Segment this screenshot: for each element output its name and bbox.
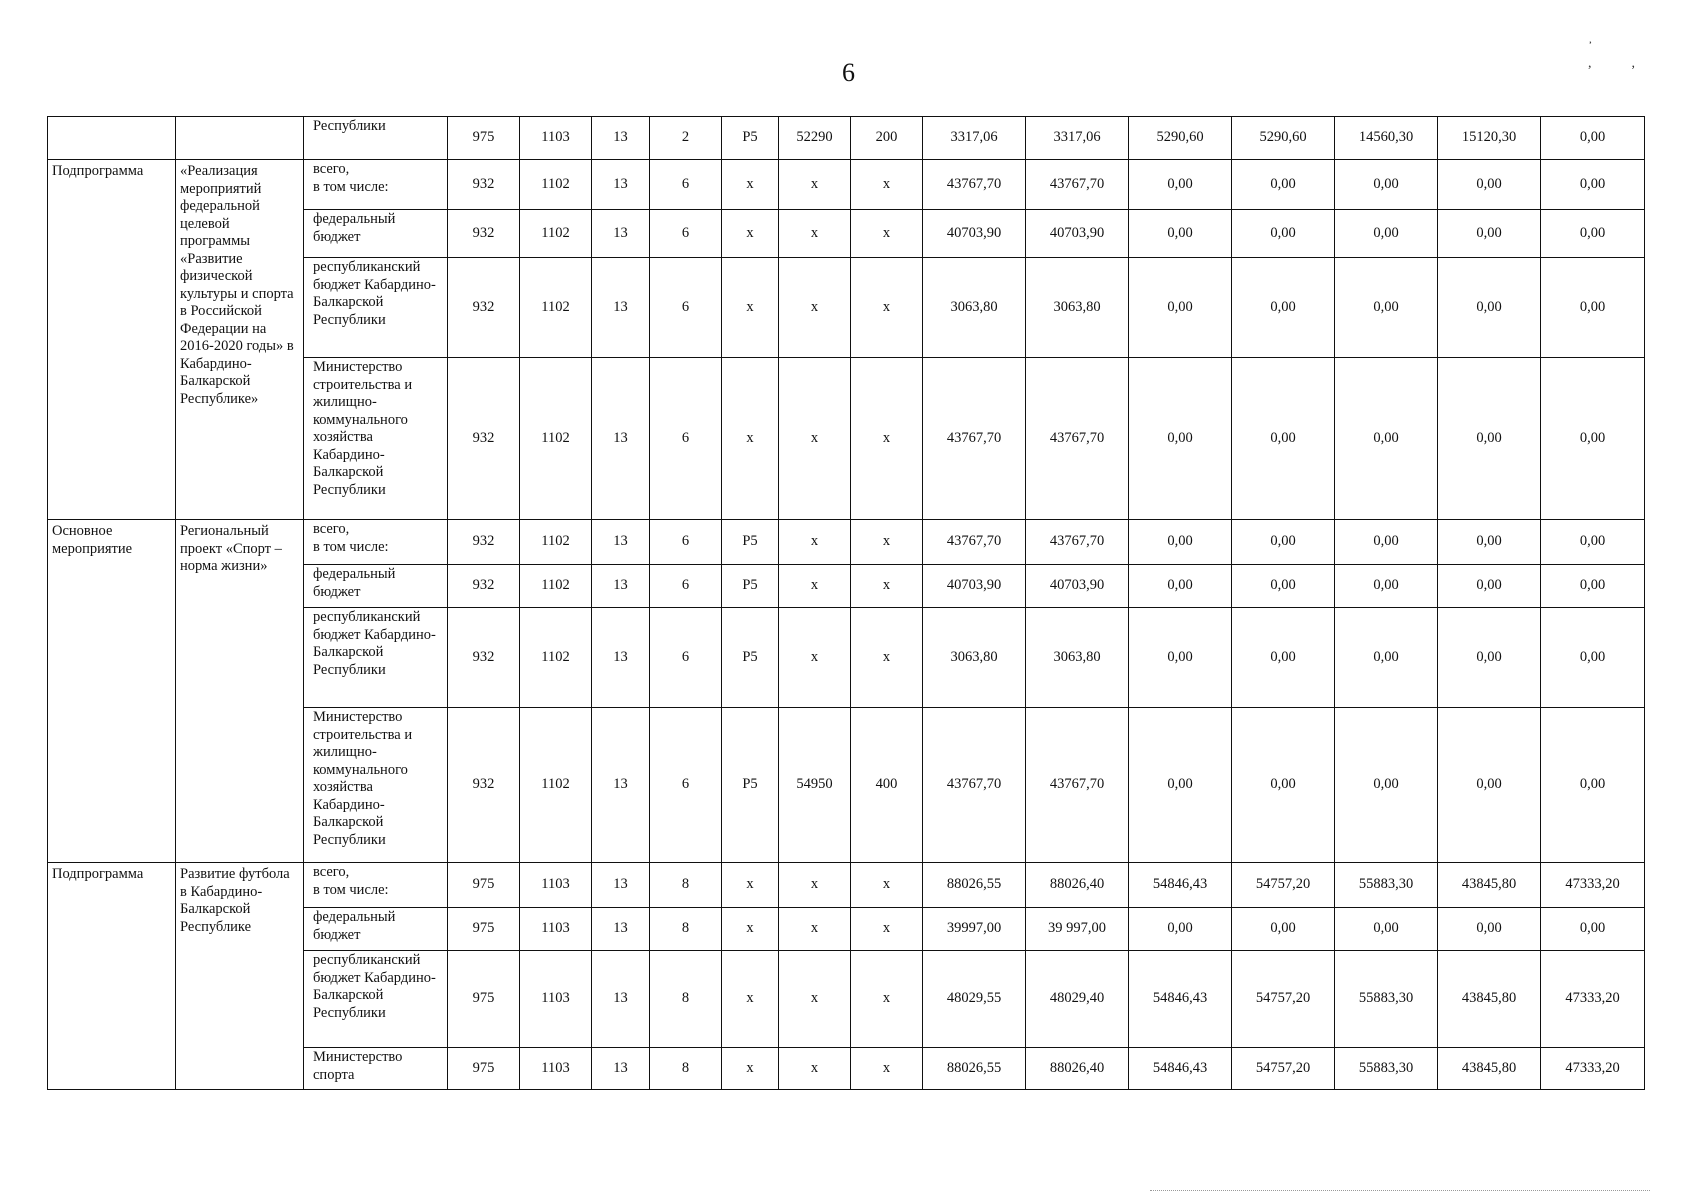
code-cell: 1102: [520, 565, 592, 608]
code-cell: 6: [650, 708, 722, 863]
code-cell: 1102: [520, 708, 592, 863]
status-cell: Основное мероприятие: [48, 520, 176, 863]
amount-cell: 0,00: [1129, 908, 1232, 951]
amount-cell: 400: [851, 708, 923, 863]
amount-cell: 0,00: [1129, 608, 1232, 708]
amount-cell: 0,00: [1438, 358, 1541, 520]
amount-cell: 54846,43: [1129, 951, 1232, 1048]
code-cell: 932: [448, 210, 520, 258]
code-cell: 1103: [520, 117, 592, 160]
amount-cell: 0,00: [1438, 608, 1541, 708]
status-cell: Подпрограмма: [48, 863, 176, 1090]
amount-cell: 88026,40: [1026, 863, 1129, 908]
amount-cell: 43845,80: [1438, 863, 1541, 908]
amount-cell: x: [851, 1048, 923, 1090]
amount-cell: 0,00: [1335, 258, 1438, 358]
amount-cell: 0,00: [1232, 708, 1335, 863]
amount-cell: 55883,30: [1335, 951, 1438, 1048]
amount-cell: 54757,20: [1232, 951, 1335, 1048]
amount-cell: 0,00: [1335, 908, 1438, 951]
amount-cell: 0,00: [1232, 565, 1335, 608]
amount-cell: 3063,80: [923, 608, 1026, 708]
code-cell: 2: [650, 117, 722, 160]
code-cell: 6: [650, 358, 722, 520]
code-cell: 6: [650, 608, 722, 708]
code-cell: 1102: [520, 258, 592, 358]
amount-cell: 0,00: [1232, 908, 1335, 951]
code-cell: P5: [722, 520, 779, 565]
amount-cell: 0,00: [1541, 117, 1645, 160]
code-cell: P5: [722, 565, 779, 608]
amount-cell: x: [851, 358, 923, 520]
amount-cell: 0,00: [1335, 608, 1438, 708]
code-cell: x: [779, 160, 851, 210]
funding-source-cell: республиканский бюджет Кабардино-Балкарской Республики: [304, 951, 448, 1048]
code-cell: x: [779, 520, 851, 565]
amount-cell: 15120,30: [1438, 117, 1541, 160]
code-cell: 13: [592, 520, 650, 565]
code-cell: x: [722, 358, 779, 520]
code-cell: 1102: [520, 210, 592, 258]
code-cell: x: [779, 210, 851, 258]
amount-cell: 0,00: [1335, 358, 1438, 520]
amount-cell: 43767,70: [1026, 160, 1129, 210]
amount-cell: 0,00: [1438, 708, 1541, 863]
funding-source-cell: всего, в том числе:: [304, 520, 448, 565]
amount-cell: 54846,43: [1129, 1048, 1232, 1090]
code-cell: 1103: [520, 908, 592, 951]
program-name-cell: «Реализация мероприятий федеральной целевой программы «Развитие физической культуры и спорта в Российской Федерации на 2016-2020 годы» в Кабардино-Балкарской Республике»: [176, 160, 304, 520]
amount-cell: 54846,43: [1129, 863, 1232, 908]
status-cell: [48, 117, 176, 160]
amount-cell: 0,00: [1232, 210, 1335, 258]
funding-source-cell: федеральный бюджет: [304, 210, 448, 258]
code-cell: 932: [448, 258, 520, 358]
code-cell: 1102: [520, 358, 592, 520]
code-cell: x: [779, 951, 851, 1048]
code-cell: 1103: [520, 863, 592, 908]
code-cell: x: [779, 565, 851, 608]
amount-cell: 43845,80: [1438, 951, 1541, 1048]
code-cell: x: [722, 863, 779, 908]
code-cell: 13: [592, 358, 650, 520]
funding-source-cell: Министерство строительства и жилищно-коммунального хозяйства Кабардино-Балкарской Республики: [304, 358, 448, 520]
program-name-cell: Развитие футбола в Кабардино-Балкарской Республике: [176, 863, 304, 1090]
amount-cell: x: [851, 520, 923, 565]
amount-cell: 0,00: [1335, 160, 1438, 210]
amount-cell: 3317,06: [1026, 117, 1129, 160]
code-cell: 975: [448, 863, 520, 908]
amount-cell: 40703,90: [923, 565, 1026, 608]
amount-cell: 0,00: [1129, 210, 1232, 258]
program-name-cell: [176, 117, 304, 160]
code-cell: 975: [448, 1048, 520, 1090]
code-cell: 932: [448, 708, 520, 863]
amount-cell: x: [851, 608, 923, 708]
amount-cell: x: [851, 565, 923, 608]
amount-cell: 0,00: [1335, 210, 1438, 258]
table-row: [48, 863, 1645, 908]
code-cell: x: [779, 608, 851, 708]
amount-cell: x: [851, 160, 923, 210]
code-cell: 975: [448, 908, 520, 951]
amount-cell: 88026,55: [923, 1048, 1026, 1090]
code-cell: 8: [650, 1048, 722, 1090]
amount-cell: 43767,70: [1026, 708, 1129, 863]
code-cell: 932: [448, 565, 520, 608]
table-row: [48, 520, 1645, 565]
amount-cell: 3063,80: [1026, 258, 1129, 358]
amount-cell: 40703,90: [1026, 565, 1129, 608]
amount-cell: 39997,00: [923, 908, 1026, 951]
amount-cell: 3063,80: [1026, 608, 1129, 708]
amount-cell: 88026,55: [923, 863, 1026, 908]
amount-cell: 40703,90: [923, 210, 1026, 258]
funding-source-cell: всего, в том числе:: [304, 863, 448, 908]
code-cell: 1102: [520, 160, 592, 210]
code-cell: x: [779, 258, 851, 358]
code-cell: x: [779, 863, 851, 908]
code-cell: 932: [448, 160, 520, 210]
amount-cell: 47333,20: [1541, 1048, 1645, 1090]
table-row: [48, 117, 1645, 160]
code-cell: 1102: [520, 520, 592, 565]
amount-cell: 43767,70: [1026, 520, 1129, 565]
amount-cell: x: [851, 951, 923, 1048]
amount-cell: 0,00: [1438, 210, 1541, 258]
amount-cell: 48029,40: [1026, 951, 1129, 1048]
amount-cell: 39 997,00: [1026, 908, 1129, 951]
amount-cell: 43767,70: [923, 520, 1026, 565]
scan-marks: ᾿ ,,: [1588, 40, 1675, 71]
code-cell: 6: [650, 565, 722, 608]
amount-cell: 0,00: [1438, 565, 1541, 608]
code-cell: x: [722, 160, 779, 210]
code-cell: 6: [650, 258, 722, 358]
code-cell: x: [722, 908, 779, 951]
amount-cell: 5290,60: [1232, 117, 1335, 160]
code-cell: 1102: [520, 608, 592, 708]
table-row: [48, 160, 1645, 210]
code-cell: 13: [592, 708, 650, 863]
code-cell: 13: [592, 863, 650, 908]
amount-cell: 0,00: [1335, 520, 1438, 565]
amount-cell: 55883,30: [1335, 1048, 1438, 1090]
code-cell: 13: [592, 1048, 650, 1090]
amount-cell: 0,00: [1129, 708, 1232, 863]
amount-cell: 47333,20: [1541, 951, 1645, 1048]
amount-cell: 43767,70: [923, 358, 1026, 520]
code-cell: x: [722, 258, 779, 358]
amount-cell: 0,00: [1541, 908, 1645, 951]
funding-source-cell: всего, в том числе:: [304, 160, 448, 210]
code-cell: 13: [592, 951, 650, 1048]
amount-cell: 0,00: [1541, 565, 1645, 608]
code-cell: P5: [722, 608, 779, 708]
amount-cell: 0,00: [1232, 520, 1335, 565]
code-cell: x: [722, 1048, 779, 1090]
amount-cell: 54757,20: [1232, 863, 1335, 908]
budget-table: [47, 116, 1645, 1090]
amount-cell: 3063,80: [923, 258, 1026, 358]
amount-cell: 55883,30: [1335, 863, 1438, 908]
budget-table-body: [48, 117, 1645, 1090]
amount-cell: 0,00: [1438, 908, 1541, 951]
code-cell: P5: [722, 708, 779, 863]
code-cell: 13: [592, 210, 650, 258]
code-cell: x: [779, 1048, 851, 1090]
amount-cell: 88026,40: [1026, 1048, 1129, 1090]
code-cell: 6: [650, 160, 722, 210]
amount-cell: 54757,20: [1232, 1048, 1335, 1090]
amount-cell: 5290,60: [1129, 117, 1232, 160]
code-cell: 6: [650, 210, 722, 258]
code-cell: 1103: [520, 951, 592, 1048]
code-cell: 13: [592, 160, 650, 210]
funding-source-cell: Министерство спорта: [304, 1048, 448, 1090]
funding-source-cell: федеральный бюджет: [304, 908, 448, 951]
funding-source-cell: республиканский бюджет Кабардино-Балкарской Республики: [304, 258, 448, 358]
funding-source-cell: Министерство строительства и жилищно-коммунального хозяйства Кабардино-Балкарской Республики: [304, 708, 448, 863]
amount-cell: 0,00: [1541, 210, 1645, 258]
amount-cell: x: [851, 863, 923, 908]
amount-cell: 0,00: [1541, 708, 1645, 863]
amount-cell: 0,00: [1541, 608, 1645, 708]
amount-cell: 0,00: [1129, 358, 1232, 520]
code-cell: 932: [448, 608, 520, 708]
amount-cell: 0,00: [1232, 608, 1335, 708]
code-cell: 13: [592, 908, 650, 951]
code-cell: 8: [650, 863, 722, 908]
code-cell: 8: [650, 908, 722, 951]
code-cell: x: [779, 908, 851, 951]
amount-cell: x: [851, 908, 923, 951]
code-cell: 932: [448, 358, 520, 520]
amount-cell: 43767,70: [923, 160, 1026, 210]
amount-cell: 43767,70: [1026, 358, 1129, 520]
funding-source-cell: Республики: [304, 117, 448, 160]
amount-cell: 14560,30: [1335, 117, 1438, 160]
code-cell: P5: [722, 117, 779, 160]
amount-cell: 43767,70: [923, 708, 1026, 863]
code-cell: 13: [592, 565, 650, 608]
amount-cell: 40703,90: [1026, 210, 1129, 258]
code-cell: 6: [650, 520, 722, 565]
amount-cell: 0,00: [1129, 258, 1232, 358]
amount-cell: 48029,55: [923, 951, 1026, 1048]
code-cell: 13: [592, 117, 650, 160]
code-cell: 1103: [520, 1048, 592, 1090]
amount-cell: 0,00: [1541, 520, 1645, 565]
funding-source-cell: федеральный бюджет: [304, 565, 448, 608]
amount-cell: 0,00: [1232, 258, 1335, 358]
amount-cell: 0,00: [1541, 160, 1645, 210]
amount-cell: 0,00: [1129, 160, 1232, 210]
amount-cell: 0,00: [1541, 358, 1645, 520]
amount-cell: 0,00: [1232, 160, 1335, 210]
code-cell: 54950: [779, 708, 851, 863]
page-number: 6: [842, 58, 855, 87]
amount-cell: 0,00: [1232, 358, 1335, 520]
amount-cell: 43845,80: [1438, 1048, 1541, 1090]
code-cell: 975: [448, 951, 520, 1048]
scan-footer-line: [1150, 1190, 1650, 1191]
code-cell: x: [722, 210, 779, 258]
status-cell: Подпрограмма: [48, 160, 176, 520]
amount-cell: 0,00: [1335, 565, 1438, 608]
amount-cell: 47333,20: [1541, 863, 1645, 908]
amount-cell: 0,00: [1335, 708, 1438, 863]
amount-cell: 3317,06: [923, 117, 1026, 160]
amount-cell: 0,00: [1541, 258, 1645, 358]
amount-cell: 0,00: [1438, 258, 1541, 358]
code-cell: 975: [448, 117, 520, 160]
code-cell: 8: [650, 951, 722, 1048]
amount-cell: x: [851, 210, 923, 258]
code-cell: 13: [592, 608, 650, 708]
code-cell: 932: [448, 520, 520, 565]
amount-cell: 0,00: [1438, 520, 1541, 565]
code-cell: 52290: [779, 117, 851, 160]
program-name-cell: Региональный проект «Спорт – норма жизни»: [176, 520, 304, 863]
code-cell: x: [779, 358, 851, 520]
amount-cell: 200: [851, 117, 923, 160]
amount-cell: 0,00: [1129, 520, 1232, 565]
code-cell: 13: [592, 258, 650, 358]
amount-cell: 0,00: [1129, 565, 1232, 608]
code-cell: x: [722, 951, 779, 1048]
amount-cell: 0,00: [1438, 160, 1541, 210]
funding-source-cell: республиканский бюджет Кабардино-Балкарской Республики: [304, 608, 448, 708]
amount-cell: x: [851, 258, 923, 358]
